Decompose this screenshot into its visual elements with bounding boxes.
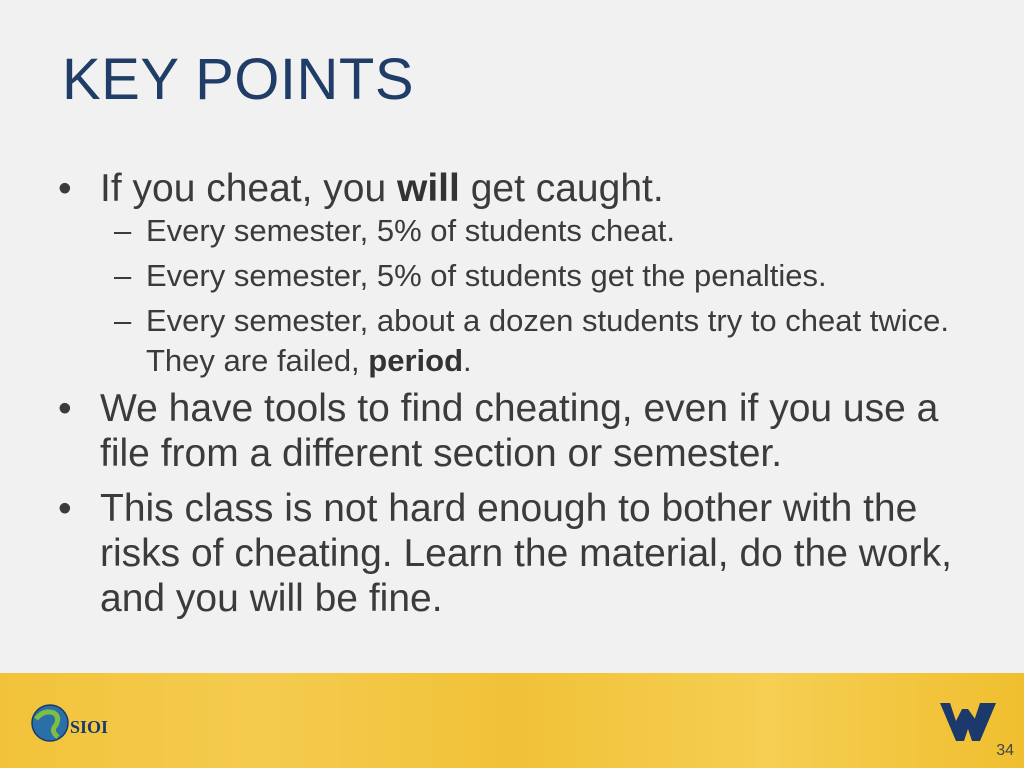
sub-bullet-3-text-end: . xyxy=(463,343,472,378)
dash-glyph: – xyxy=(114,258,132,293)
bullet-2 xyxy=(58,386,988,476)
bullet-glyph: • xyxy=(58,387,72,430)
bullet-3-text: This class is not hard enough to bother with the risks of cheating. Learn the material, do the work, and you will be fine. xyxy=(100,487,952,620)
sub-bullet-3-text-start: Every semester, about a dozen students try to cheat twice. They are failed, xyxy=(146,303,949,378)
bullet-1-bold: will xyxy=(397,167,460,210)
sub-bullet-3-bold: period xyxy=(368,343,464,378)
slide-number: 34 xyxy=(996,742,1014,759)
wv-logo xyxy=(940,699,996,745)
bullet-1-text-start: If you cheat, you xyxy=(100,167,398,210)
sub-bullet-2 xyxy=(58,256,988,296)
slide-body xyxy=(58,166,988,621)
bullet-glyph: • xyxy=(58,487,72,530)
sioi-logo-text: SIOI xyxy=(70,717,109,737)
slide-title: KEY POINTS xyxy=(62,47,415,112)
sub-bullet-1 xyxy=(58,211,988,251)
sub-bullet-2-text: Every semester, 5% of students get the penalties. xyxy=(146,258,827,293)
sub-bullet-1-text: Every semester, 5% of students cheat. xyxy=(146,213,675,248)
bullet-2-text: We have tools to find cheating, even if you use a file from a different section or semester. xyxy=(100,387,939,475)
bullet-1-text-end: get caught. xyxy=(459,167,664,210)
dash-glyph: – xyxy=(114,303,132,338)
sioi-logo xyxy=(30,699,110,747)
bullet-glyph: • xyxy=(58,167,72,210)
footer-band xyxy=(0,673,1024,768)
sub-bullet-3 xyxy=(58,301,988,381)
dash-glyph: – xyxy=(114,213,132,248)
bullet-1 xyxy=(58,166,988,211)
bullet-3 xyxy=(58,486,988,621)
